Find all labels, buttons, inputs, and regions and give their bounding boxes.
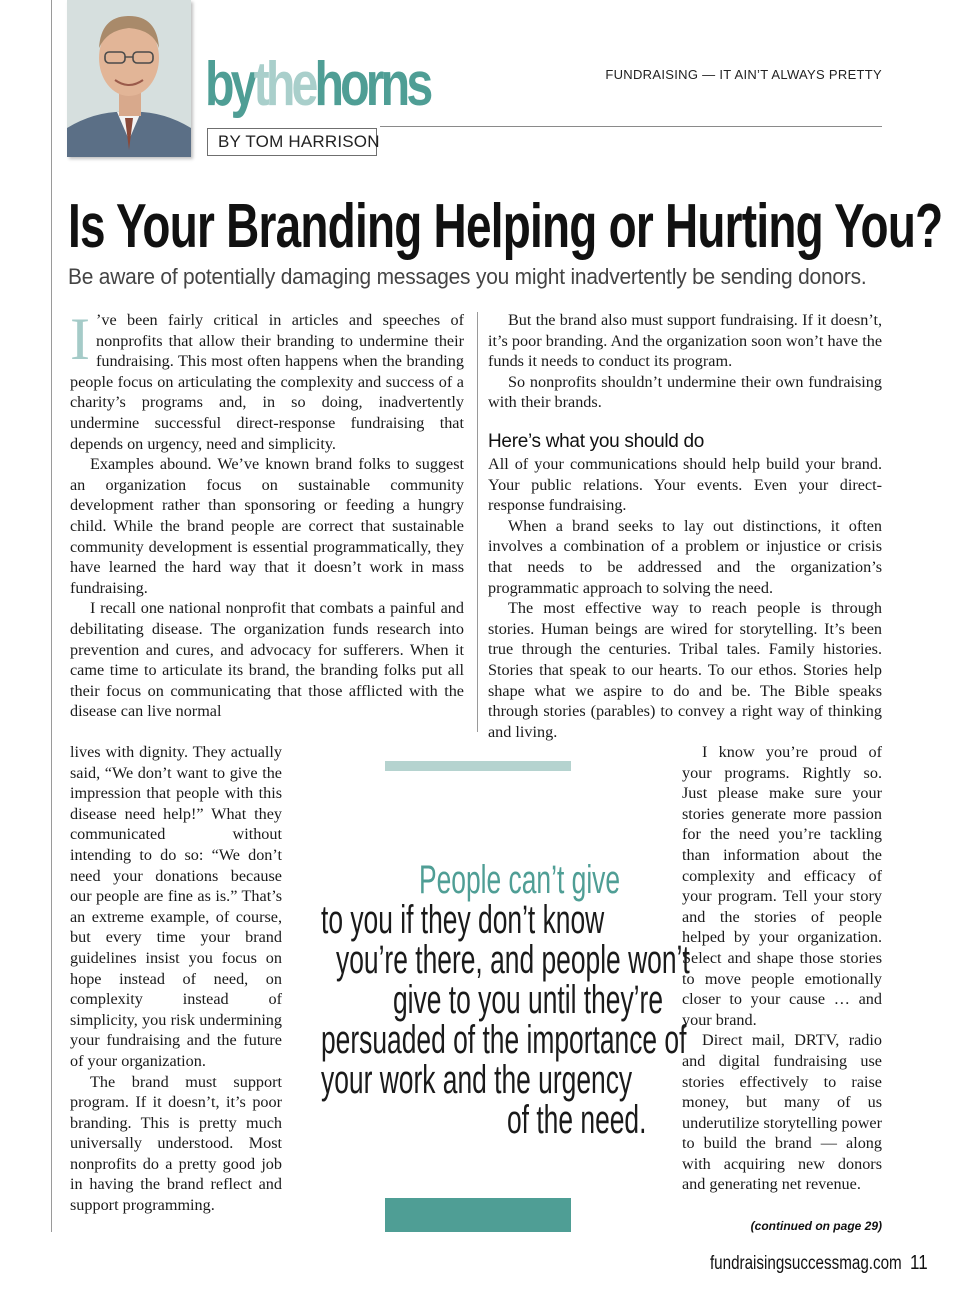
- paragraph: The most effective way to reach people is through stories. Human beings are wired for storytelling. It’s been true through the centuries. Tribal tales. Family histories. Stories that speak to our hearts. To our ethos. Stories help shape what we aspire to do and be. The Bible speaks through stories (parables) to convey a right way of thinking and living.: [488, 599, 882, 741]
- deck: Be aware of potentially damaging messages you might inadvertently be sending donors.: [68, 264, 867, 289]
- paragraph: All of your communications should help build your brand. Your public relations. Your events. Even your direct-response fundraising.: [488, 454, 882, 515]
- pullquote-top-bar: [385, 761, 571, 771]
- pullquote-line: your work and the urgency: [321, 1058, 633, 1102]
- author-photo: [67, 0, 191, 157]
- pullquote-bottom-bar: [385, 1198, 571, 1232]
- pullquote-line: give to you until they’re: [393, 978, 664, 1022]
- pullquote-line: you’re there, and people won’t: [336, 938, 690, 982]
- byline: BY TOM HARRISON: [207, 128, 377, 156]
- column-divider: [477, 312, 478, 732]
- pullquote-line: to you if they don’t know: [321, 898, 605, 942]
- page-number: 11: [910, 1252, 928, 1274]
- drop-cap: I: [70, 306, 90, 372]
- paragraph: So nonprofits shouldn’t undermine their own fundraising with their brands.: [488, 372, 882, 412]
- paragraph: When a brand seeks to lay out distinctions, it often involves a combination of a problem or injustice or crisis that needs to be addressed and the organization’s programmatic approach to solving the need.: [488, 516, 882, 597]
- column-1-bottom: [70, 742, 282, 1216]
- pullquote-line: of the need.: [507, 1098, 647, 1142]
- continued-note: (continued on page 29): [750, 1219, 882, 1233]
- column-kicker: FUNDRAISING — IT AIN’T ALWAYS PRETTY: [605, 67, 882, 82]
- column-2-top: [488, 310, 882, 742]
- column-1-top: [70, 306, 464, 722]
- headline: Is Your Branding Helping or Hurting You?: [68, 192, 943, 261]
- paragraph: Examples abound. We’ve known brand folks to suggest an organization focus on sustainable community development rather than sponsoring or feeding a hungry child. While the brand people are correct that sustainable community development is essential programmatically, they have learned the hard way that it doesn’t work in mass fundraising.: [70, 455, 464, 597]
- footer-site: fundraisingsuccessmag.com: [710, 1253, 902, 1274]
- paragraph: I ’ve been fairly critical in articles and speeches of nonprofits that allow their branding to undermine their fundraising. This most often happens when the branding people focus on articulating the complexity and success of a charity’s programs and, in so doing, inadvertently undermine successful direct-response fundraising that depends on urgency, need and simplicity.: [70, 306, 464, 453]
- pullquote-line: People can’t give: [419, 858, 621, 902]
- paragraph: I recall one national nonprofit that combats a painful and debilitating disease. The organization funds research into prevention and cures, and advocacy for sufferers. When it came time to articulate its brand, the branding folks put all their focus on communicating that those afflicted with the disease can live normal: [70, 599, 464, 721]
- left-margin-rule: [51, 0, 52, 1232]
- header-rule: [380, 126, 882, 127]
- column-logo: bythehorns: [205, 50, 430, 119]
- paragraph: lives with dignity. They actually said, “We don’t want to give the impression that people with this disease need help!” What they communicated without intending to do so: “We don’t need your donations because our people are fine as is.” That’s an extreme example, of course, but every time your brand guidelines insist you focus on hope instead of need, on complexity instead of simplicity, you risk undermining your fundraising and the future of your organization.: [70, 743, 282, 1070]
- paragraph: I know you’re proud of your programs. Rightly so. Just please make sure your stories generate more passion for the need you’re tackling than information about the complexity and efficacy of your program. Tell your story and the stories of people helped by your organization. Select and shape those stories to move people emotionally closer to your cause … and your brand.: [682, 743, 882, 1029]
- pullquote-line: persuaded of the importance of: [321, 1018, 687, 1062]
- paragraph: The brand must support program. If it doesn’t, it’s poor branding. This is pretty much universally understood. Most nonprofits do a pretty good job in having the brand reflect and support programming.: [70, 1072, 282, 1215]
- column-2-bottom: [682, 742, 882, 1195]
- subhead: Here’s what you should do: [488, 430, 705, 452]
- paragraph: Direct mail, DRTV, radio and digital fundraising use stories effectively to raise money, but many of us underutilize storytelling power to build the brand — along with acquiring new donors and generating net revenue.: [682, 1031, 882, 1194]
- paragraph: But the brand also must support fundraising. If it doesn’t, it’s poor branding. And the organization soon won’t have the funds it needs to conduct its program.: [488, 311, 882, 371]
